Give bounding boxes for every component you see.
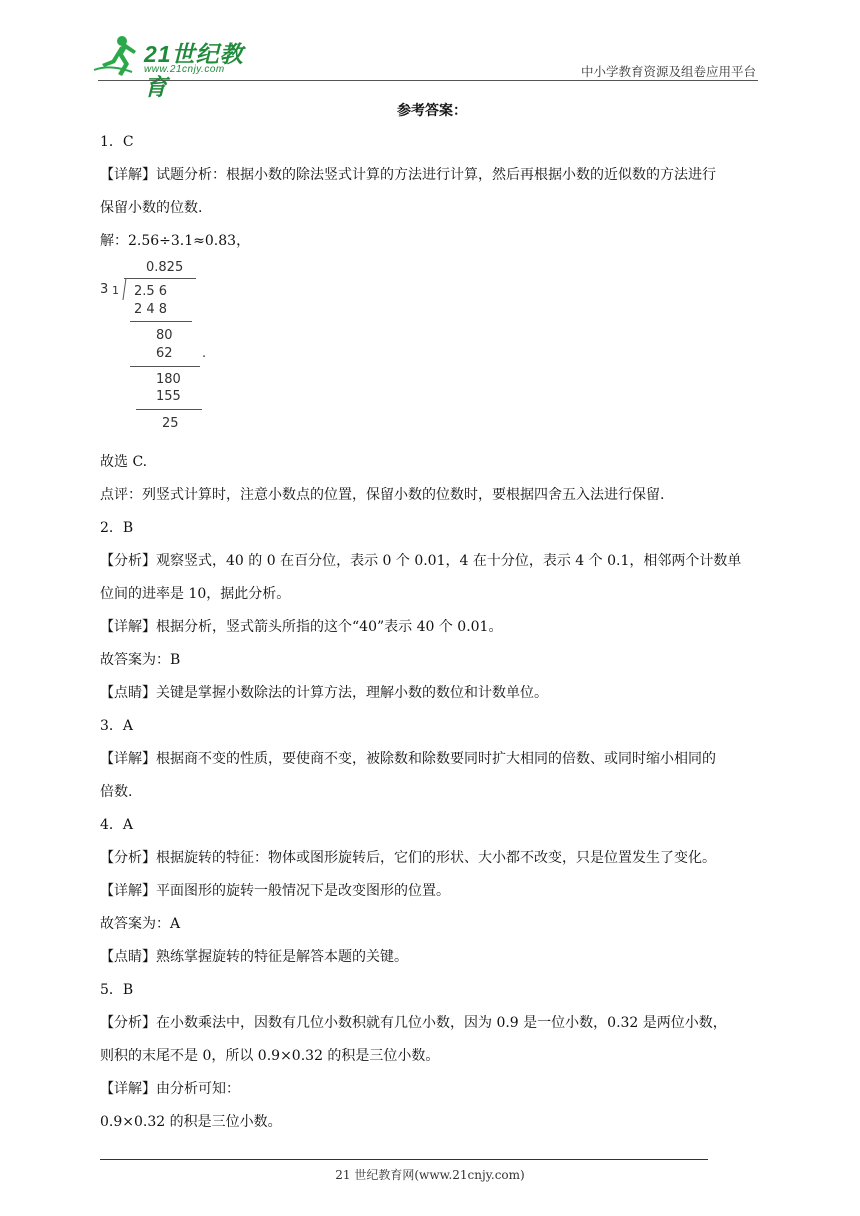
q5-detail: 【详解】由分析可知： xyxy=(100,1081,240,1097)
q4-analysis: 【分析】根据旋转的特征：物体或图形旋转后，它们的形状、大小都不改变，只是位置发生了变化。 xyxy=(100,850,716,866)
q2-tip: 【点睛】关键是掌握小数除法的计算方法，理解小数的数位和计数单位。 xyxy=(100,685,548,701)
calc-dividend: 2.5 6 xyxy=(134,284,168,299)
q4-answer: 4．A xyxy=(100,817,134,833)
q1-detail-line1: 【详解】试题分析：根据小数的除法竖式计算的方法进行计算，然后再根据小数的近似数的方法进行 xyxy=(100,167,716,183)
calc-remainder3: 25 xyxy=(162,416,179,431)
footer-divider xyxy=(100,1159,708,1160)
runner-icon xyxy=(92,34,142,78)
q3-detail-line2: 倍数. xyxy=(100,784,133,800)
q5-answer: 5．B xyxy=(100,982,134,998)
q2-result: 故答案为：B xyxy=(100,652,181,668)
calc-step1: 2 4 8 xyxy=(134,302,168,317)
calc-line2 xyxy=(130,366,200,367)
q1-choice: 故选 C. xyxy=(100,454,148,470)
q1-answer: 1．C xyxy=(100,134,134,150)
q5-analysis-line2: 则积的末尾不是 0，所以 0.9×0.32 的积是三位小数。 xyxy=(100,1048,440,1064)
logo-text: 21世纪教育 xyxy=(144,41,244,100)
calc-step2: 62 xyxy=(156,346,173,361)
calc-line3 xyxy=(136,409,202,410)
q4-result: 故答案为：A xyxy=(100,916,181,932)
q5-conclusion: 0.9×0.32 的积是三位小数。 xyxy=(100,1114,282,1130)
logo xyxy=(92,34,262,100)
calc-remainder2: 180 xyxy=(156,372,181,387)
platform-name: 中小学教育资源及组卷应用平台 xyxy=(580,64,756,79)
header-divider xyxy=(98,80,758,81)
q1-detail-line2: 保留小数的位数. xyxy=(100,200,203,216)
q4-detail: 【详解】平面图形的旋转一般情况下是改变图形的位置。 xyxy=(100,883,450,899)
calc-dot: . xyxy=(202,346,207,361)
calc-bar xyxy=(124,278,196,279)
page-header xyxy=(0,0,860,100)
q2-analysis-line1: 【分析】观察竖式，40 的 0 在百分位，表示 0 个 0.01，4 在十分位，表示 4 个 0.1，相邻两个计数单 xyxy=(100,553,742,569)
q3-answer: 3．A xyxy=(100,718,134,734)
calc-divisor: 3 xyxy=(100,282,109,297)
calc-step3: 155 xyxy=(156,389,181,404)
long-division xyxy=(100,260,240,438)
calc-divisor-tail: 1 xyxy=(112,284,119,297)
logo-url: www.21cnjy.com xyxy=(144,64,225,75)
q2-analysis-line2: 位间的进率是 10，据此分析。 xyxy=(100,586,291,602)
page-title: 参考答案： xyxy=(397,103,467,119)
q2-answer: 2．B xyxy=(100,520,134,536)
q2-detail: 【详解】根据分析，竖式箭头所指的这个“40”表示 40 个 0.01。 xyxy=(100,619,503,635)
q1-comment: 点评：列竖式计算时，注意小数点的位置，保留小数的位数时，要根据四舍五入法进行保留. xyxy=(100,487,665,503)
calc-line1 xyxy=(130,321,192,322)
q4-tip: 【点睛】熟练掌握旋转的特征是解答本题的关键。 xyxy=(100,949,408,965)
q3-detail-line1: 【详解】根据商不变的性质，要使商不变，被除数和除数要同时扩大相同的倍数、或同时缩小相同的 xyxy=(100,751,716,767)
answer-content xyxy=(100,100,764,1139)
calc-quotient: 0.825 xyxy=(146,260,184,275)
calc-remainder1: 80 xyxy=(156,328,173,343)
calc-bracket xyxy=(122,278,126,300)
page-footer: 21 世纪教育网(www.21cnjy.com) xyxy=(335,1168,525,1182)
q1-solution: 解：2.56÷3.1≈0.83， xyxy=(100,233,251,249)
q5-analysis-line1: 【分析】在小数乘法中，因数有几位小数积就有几位小数，因为 0.9 是一位小数，0.32 是两位小数， xyxy=(100,1015,727,1031)
